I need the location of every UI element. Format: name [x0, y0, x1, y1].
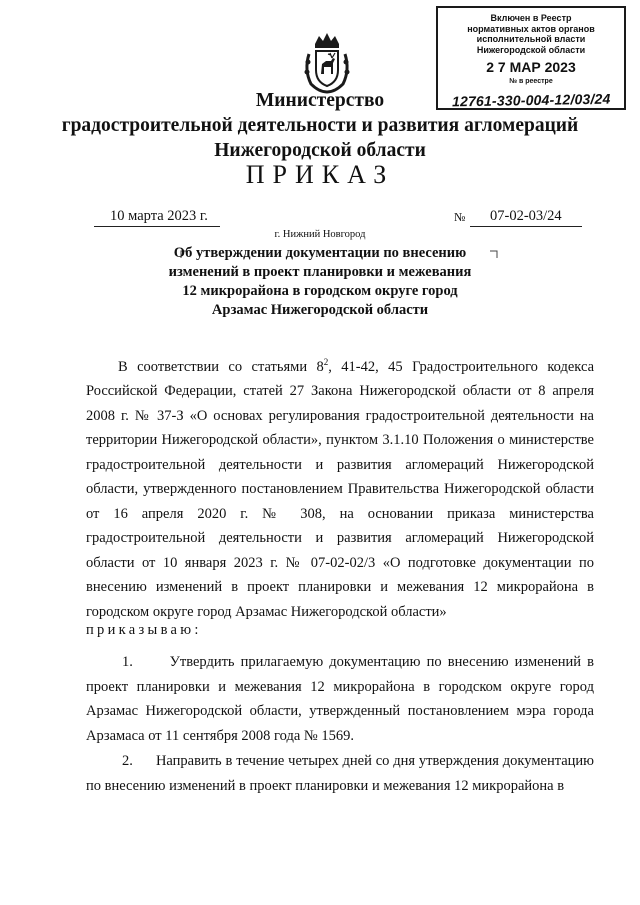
date-underline	[94, 226, 220, 227]
order-item-1	[86, 650, 594, 748]
item-1-number: 1.	[122, 654, 133, 670]
subject-line-4: Арзамас Нижегородской области	[211, 302, 429, 318]
stamp-line-4: Нижегородской области	[476, 44, 586, 55]
ministry-title-line-2: градостроительной деятельности и развития агломераций	[61, 115, 579, 136]
article-superscript: 2	[323, 357, 329, 367]
item-2-text: Направить в течение четырех дней со дня утверждения документацию по внесению изменений в проект планировки и межевания 12 микрорайона в	[86, 753, 595, 794]
preamble-text-start: В соответствии со статьями 8	[118, 358, 324, 375]
city: г. Нижний Новгород	[274, 229, 366, 240]
item-1-text: Утвердить прилагаемую документацию по внесению изменений в проект планировки и межевания 12 микрорайона в городском округе город Арзамас Нижегородской области, утвержденный постановлением мэра города Арзамаса от 11 сентября 2008 года № 1569.	[86, 654, 594, 744]
stamp-registry-number: 12761-330-004-12/03/24	[451, 90, 611, 110]
document-type: ПРИКАЗ	[245, 160, 395, 189]
ministry-title-line-3: Нижегородской области	[214, 140, 426, 161]
stamp-line-3: исполнительной власти	[476, 34, 586, 44]
stamp-line-2: нормативных актов органов	[467, 23, 595, 34]
stamp-line-1: Включен в Реестр	[490, 13, 572, 23]
stamp-date: 2 7 МАР 2023	[486, 59, 576, 75]
order-directive: приказываю:	[86, 622, 202, 638]
subject-line-2: изменений в проект планировки и межевания	[168, 264, 472, 280]
ministry-title-line-1: Министерство	[255, 90, 385, 111]
number-underline	[470, 226, 582, 227]
subject-line-3: 12 микрорайона в городском округе город	[182, 283, 458, 299]
coat-of-arms-icon	[301, 30, 353, 94]
subject-line-1: Об утверждении документации по внесению	[173, 245, 467, 261]
item-2-number: 2.	[122, 753, 133, 769]
order-number: 07-02-03/24	[490, 208, 562, 224]
number-sign: №	[454, 210, 466, 224]
preamble-paragraph	[86, 350, 594, 624]
preamble-text-rest: , 41-42, 45 Градостроительного кодекса Российской Федерации, статей 27 Закона Нижегородской области от 8 апреля 2008 г. № 37-З «О основах регулирования градостроительной деятельности на территории Нижегородской области», пунктом 3.1.10 Положения о министерстве градостроительной деятельности и развития агломераций Нижегородской области, утвержденного постановлением Правительства Нижегородской области от 16 апреля 2020 г. № 308, на основании приказа министерства градостроительной деятельности и развития агломераций Нижегородской области от 10 января 2023 г. № 07-02-02/3 «О подготовке документации по внесению изменений в проект планировки и межевания 12 микрорайона в городском округе город Арзамас Нижегородской области»	[86, 358, 594, 620]
order-item-2	[86, 749, 594, 798]
order-subject	[0, 244, 640, 320]
order-date: 10 марта 2023 г.	[110, 208, 208, 224]
stamp-registry-label: № в реестре	[509, 78, 553, 85]
